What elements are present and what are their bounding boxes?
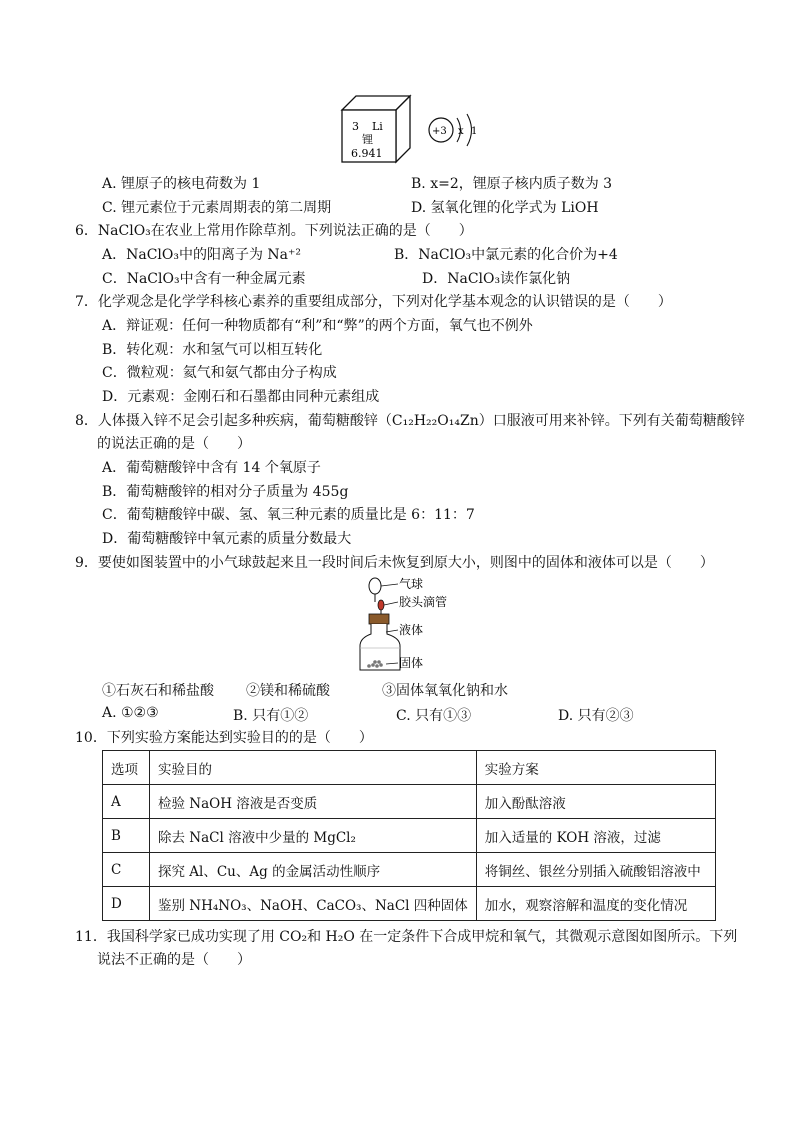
q10-table: [102, 750, 716, 921]
q9-option-a: A. ①②③: [102, 705, 159, 721]
balloon-shape: [369, 578, 381, 594]
q8-option-b: B．葡萄糖酸锌的相对分子质量为 455g: [102, 484, 349, 500]
cell-option: D: [103, 887, 150, 921]
shell-x: x: [458, 126, 464, 137]
nucleus-charge: +3: [432, 126, 447, 137]
card-symbol: Li: [372, 120, 383, 133]
table-row: [103, 887, 716, 921]
q6-option-d: D．NaClO₃读作氯化钠: [422, 271, 571, 287]
q6-option-b: B．NaClO₃中氯元素的化合价为+4: [394, 247, 618, 263]
q8-option-a: A．葡萄糖酸锌中含有 14 个氧原子: [102, 460, 321, 476]
cell-plan: 加入酚酞溶液: [476, 785, 715, 819]
q9-option-c: C. 只有①③: [396, 708, 472, 724]
table-header-row: [103, 751, 716, 785]
apparatus-diagram: [356, 574, 456, 676]
q8-option-c: C．葡萄糖酸锌中碳、氢、氧三种元素的质量比是 6：11：7: [102, 507, 475, 523]
cell-plan: 加水，观察溶解和温度的变化情况: [476, 887, 715, 921]
label-balloon: 气球: [399, 577, 424, 591]
q9-option-d: D. 只有②③: [558, 708, 634, 724]
q6-stem: 6．NaClO₃在农业上常用作除草剂。下列说法正确的是（ ）: [75, 223, 473, 239]
q9-item-3: ③固体氧氧化钠和水: [382, 683, 508, 699]
card-number: 3: [352, 120, 359, 133]
q10-stem: 10．下列实验方案能达到实验目的的是（ ）: [75, 730, 373, 746]
q8-option-d: D．葡萄糖酸锌中氧元素的质量分数最大: [102, 531, 352, 547]
cell-option: B: [103, 819, 150, 853]
cell-purpose: 除去 NaCl 溶液中少量的 MgCl₂: [150, 819, 477, 853]
cell-purpose: 鉴别 NH₄NO₃、NaOH、CaCO₃、NaCl 四种固体: [150, 887, 477, 921]
q5-option-b: B. x=2，锂原子核内质子数为 3: [411, 176, 613, 192]
stopper: [369, 614, 389, 624]
label-liquid: 液体: [399, 623, 424, 637]
header-plan: 实验方案: [476, 751, 715, 785]
q9-item-1: ①石灰石和稀盐酸: [102, 683, 214, 699]
q9-option-b: B. 只有①②: [233, 708, 309, 724]
header-option: 选项: [103, 751, 150, 785]
table-row: [103, 853, 716, 887]
q11-stem-line2: 说法不正确的是（ ）: [97, 952, 251, 968]
q7-option-d: D．元素观：金刚石和石墨都由同种元素组成: [102, 389, 380, 405]
cell-plan: 加入适量的 KOH 溶液，过滤: [476, 819, 715, 853]
table-row: [103, 819, 716, 853]
card-name: 锂: [362, 133, 373, 146]
cell-plan: 将铜丝、银丝分别插入硫酸铝溶液中: [476, 853, 715, 887]
q6-option-a: A．NaClO₃中的阳离子为 Na⁺²: [102, 247, 302, 263]
q5-option-d: D. 氢氧化锂的化学式为 LiOH: [411, 200, 599, 216]
q7-option-a: A．辩证观：任何一种物质都有“利”和“弊”的两个方面，氧气也不例外: [102, 318, 533, 334]
cell-option: A: [103, 785, 150, 819]
cell-purpose: 检验 NaOH 溶液是否变质: [150, 785, 477, 819]
table-row: [103, 785, 716, 819]
q8-stem-line1: 8．人体摄入锌不足会引起多种疾病，葡萄糖酸锌（C₁₂H₂₂O₁₄Zn）口服液可用来补锌。下列有关葡萄糖酸锌: [75, 413, 745, 429]
q7-option-b: B．转化观：水和氢气可以相互转化: [102, 342, 323, 358]
q8-stem-line2: 的说法正确的是（ ）: [97, 436, 251, 452]
q6-option-c: C．NaClO₃中含有一种金属元素: [102, 271, 306, 287]
dropper-bulb: [378, 600, 384, 610]
q9-stem: 9．要使如图装置中的小气球鼓起来且一段时间后未恢复到原大小，则图中的固体和液体可以是（ ）: [75, 555, 714, 571]
header-purpose: 实验目的: [150, 751, 477, 785]
q5-option-c: C. 锂元素位于元素周期表的第二周期: [102, 200, 332, 216]
cell-purpose: 探究 Al、Cu、Ag 的金属活动性顺序: [150, 853, 477, 887]
lithium-atom-diagram: [424, 110, 486, 156]
label-dropper: 胶头滴管: [399, 595, 448, 609]
q9-item-2: ②镁和稀硫酸: [246, 683, 330, 699]
q11-stem-line1: 11．我国科学家已成功实现了用 CO₂和 H₂O 在一定条件下合成甲烷和氧气，其微观示意图如图所示。下列: [75, 929, 738, 945]
q7-stem: 7．化学观念是化学学科核心素养的重要组成部分，下列对化学基本观念的认识错误的是（ ）: [75, 294, 672, 310]
lithium-element-card: [338, 92, 414, 164]
cell-option: C: [103, 853, 150, 887]
q5-option-a: A. 锂原子的核电荷数为 1: [102, 176, 261, 192]
shell-outer: 1: [471, 126, 478, 137]
q7-option-c: C．微粒观：氦气和氨气都由分子构成: [102, 365, 337, 381]
card-mass: 6.941: [351, 147, 383, 160]
label-solid: 固体: [399, 656, 424, 670]
